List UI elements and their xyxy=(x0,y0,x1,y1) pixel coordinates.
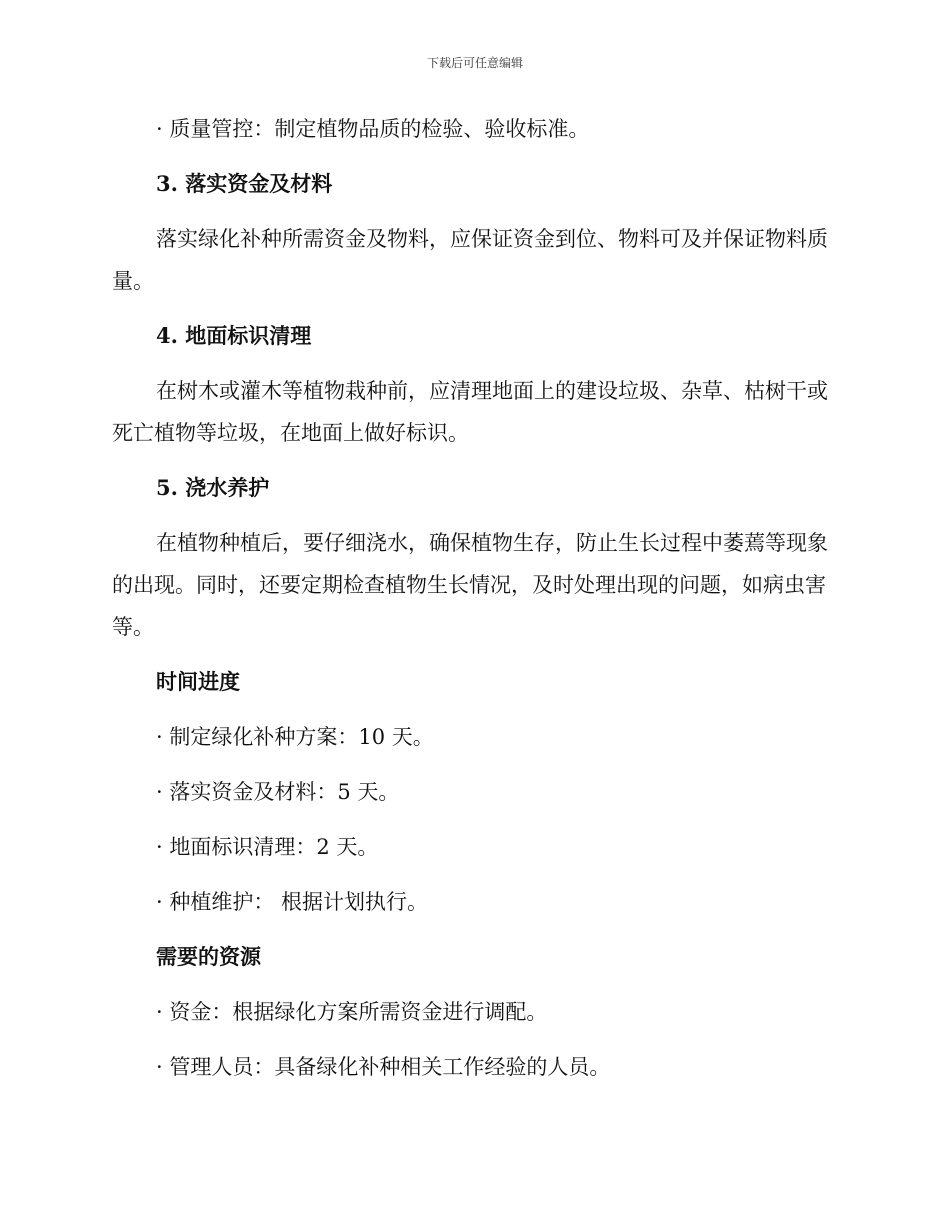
resource-item: · 资金：根据绿化方案所需资金进行调配。 xyxy=(156,1000,548,1024)
resource-item: · 管理人员：具备绿化补种相关工作经验的人员。 xyxy=(156,1055,611,1079)
section-heading-resources: 需要的资源 xyxy=(156,944,261,969)
header-note: 下载后可任意编辑 xyxy=(426,56,523,70)
section-heading-3: 3. 落实资金及材料 xyxy=(156,171,333,196)
schedule-item: · 落实资金及材料：5 天。 xyxy=(156,780,400,804)
bullet-quality-control: · 质量管控：制定植物品质的检验、验收标准。 xyxy=(156,117,590,141)
section-heading-5: 5. 浇水养护 xyxy=(156,475,270,500)
section-heading-schedule: 时间进度 xyxy=(156,669,240,694)
schedule-item: · 制定绿化补种方案：10 天。 xyxy=(156,725,434,749)
document-body xyxy=(112,108,832,1101)
paragraph-funds-materials: 落实绿化补种所需资金及物料，应保证资金到位、物料可及并保证物料质量。 xyxy=(112,227,828,293)
schedule-item: · 地面标识清理：2 天。 xyxy=(156,835,379,859)
paragraph-ground-marking: 在树木或灌木等植物栽种前，应清理地面上的建设垃圾、杂草、枯树干或死亡植物等垃圾，在地面上做好标识。 xyxy=(112,379,828,445)
schedule-item: · 种植维护： 根据计划执行。 xyxy=(156,890,429,914)
paragraph-watering: 在植物种植后，要仔细浇水，确保植物生存，防止生长过程中萎蔫等现象的出现。同时，还要定期检查植物生长情况，及时处理出现的问题，如病虫害等。 xyxy=(112,531,828,639)
section-heading-4: 4. 地面标识清理 xyxy=(156,323,312,348)
